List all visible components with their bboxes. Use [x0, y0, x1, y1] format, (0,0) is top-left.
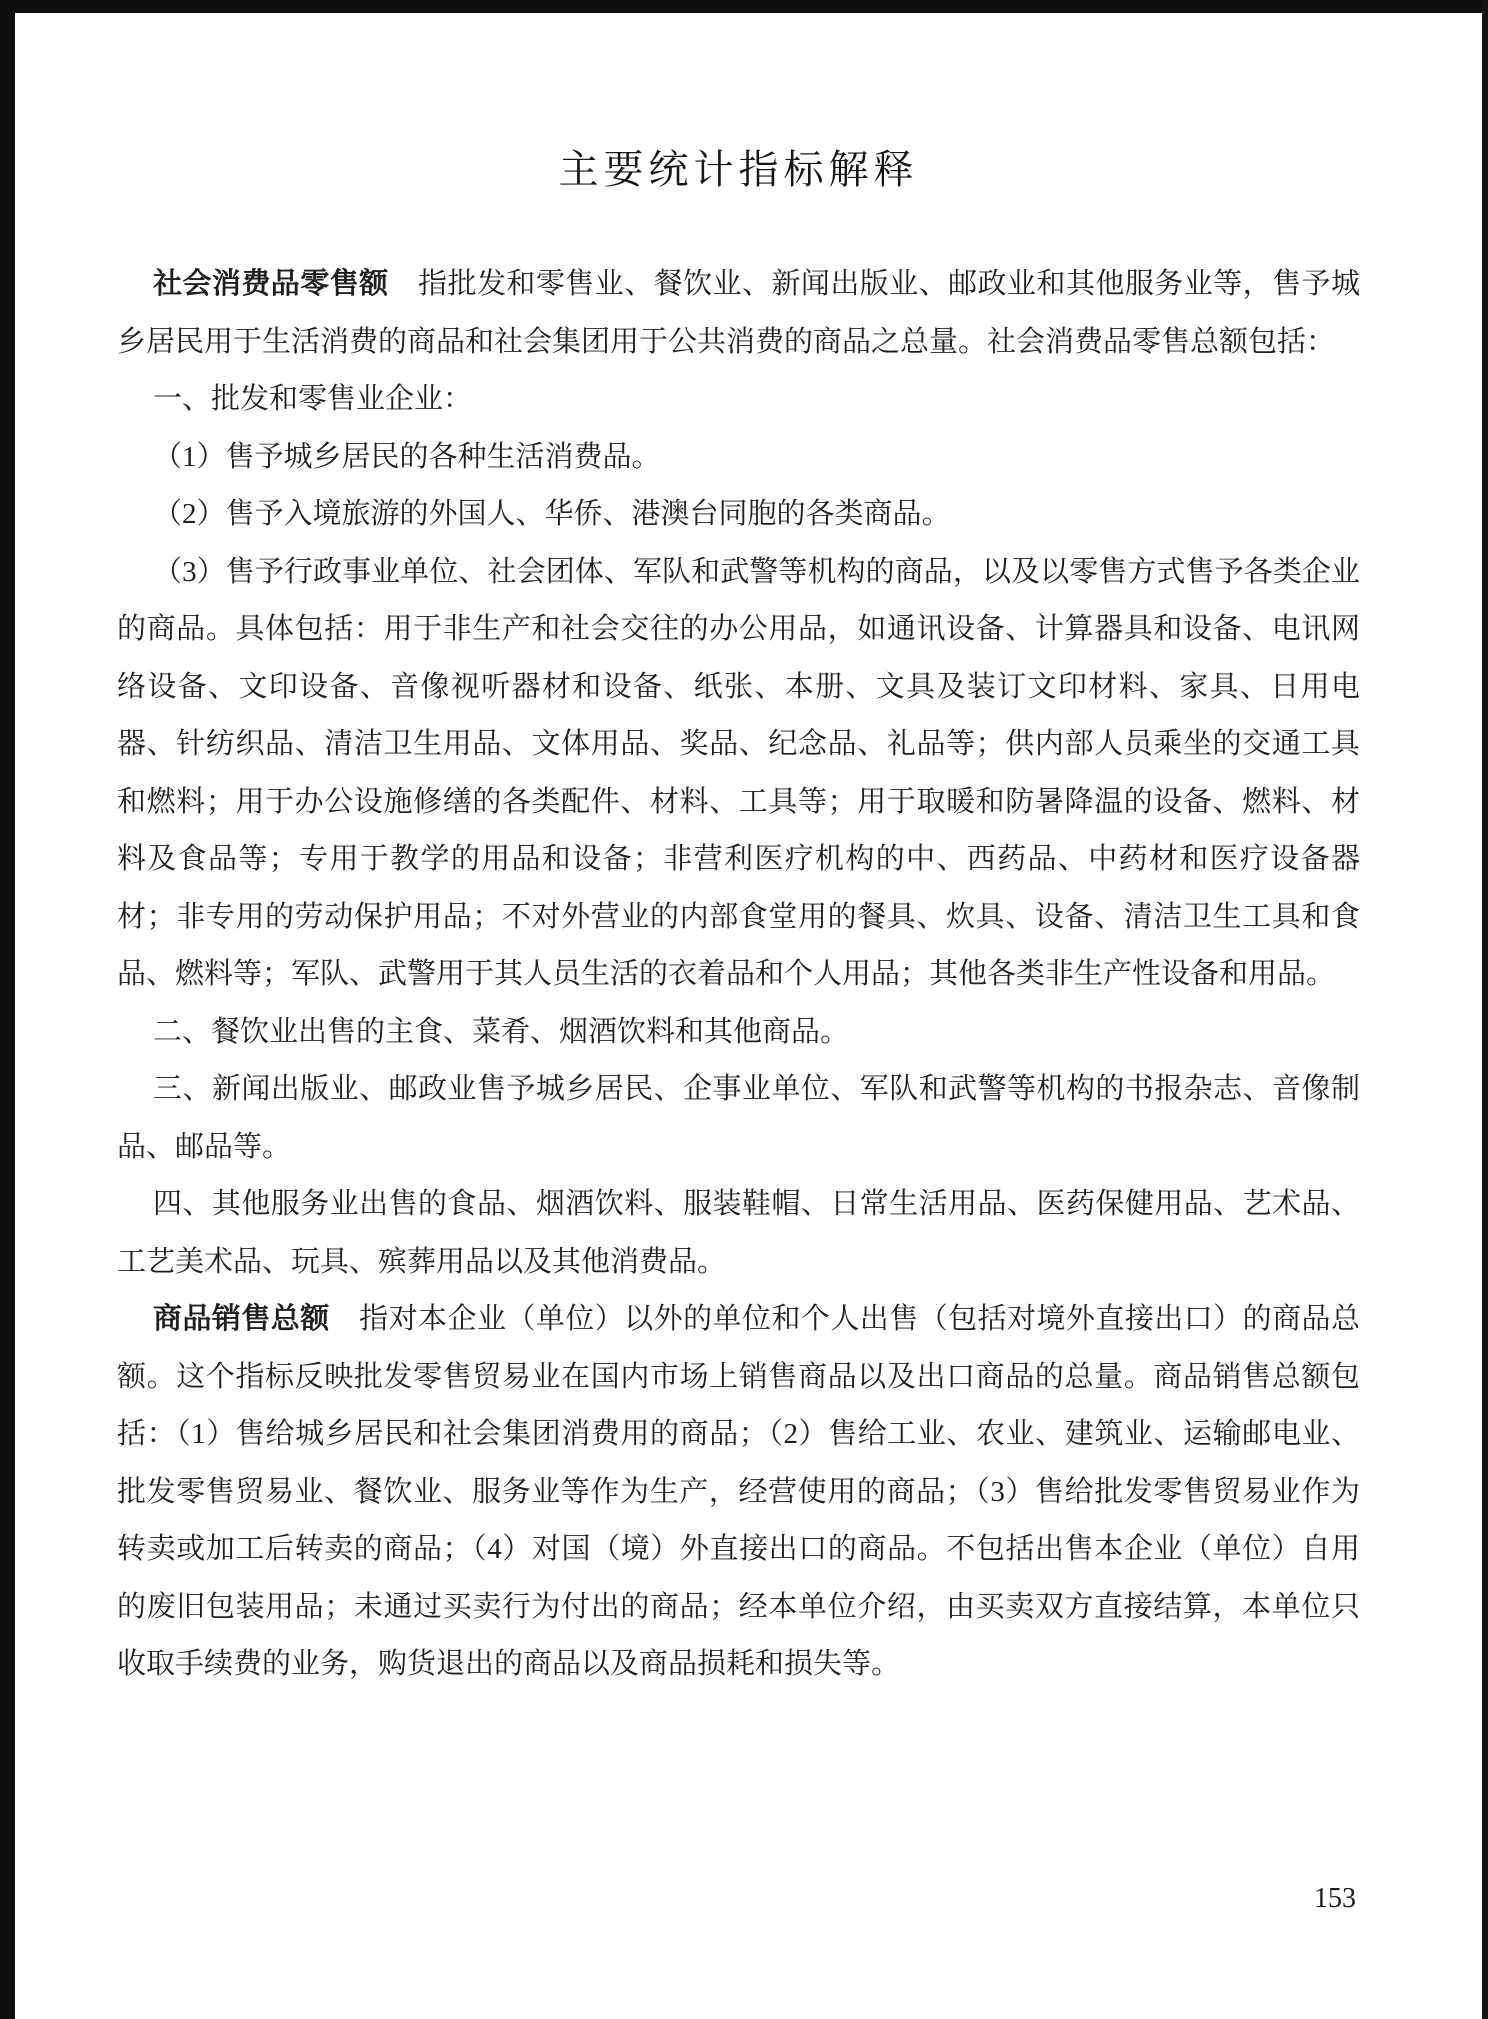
- paragraph-sub-item-1: [117, 429, 1360, 487]
- paragraph-text: （3）售予行政事业单位、社会团体、军队和武警等机构的商品，以及以零售方式售予各类企业的商品。具体包括：用于非生产和社会交往的办公用品，如通讯设备、计算器具和设备、电讯网络设备、文印设备、音像视听器材和设备、纸张、本册、文具及装订文印材料、家具、日用电器、针纺织品、清洁卫生用品、文体用品、奖品、纪念品、礼品等；供内部人员乘坐的交通工具和燃料；用于办公设施修缮的各类配件、材料、工具等；用于取暖和防暑降温的设备、燃料、材料及食品等；专用于教学的用品和设备；非营利医疗机构的中、西药品、中药材和医疗设备器材；非专用的劳动保护用品；不对外营业的内部食堂用的餐具、炊具、设备、清洁卫生工具和食品、燃料等；军队、武警用于其人员生活的衣着品和个人用品；其他各类非生产性设备和用品。: [117, 555, 1360, 990]
- paragraph-total-sales-definition: [117, 1291, 1360, 1694]
- paragraph-text: （2）售予入境旅游的外国人、华侨、港澳台同胞的各类商品。: [153, 498, 951, 530]
- paragraph-item-two: [117, 1004, 1360, 1062]
- paragraph-sub-item-2: [117, 486, 1360, 544]
- page-title: 主要统计指标解释: [558, 147, 919, 192]
- paragraph-sub-item-3: [117, 544, 1360, 1004]
- paragraph-text: 一、批发和零售业企业：: [153, 383, 473, 415]
- term-lead: 商品销售总额: [153, 1303, 330, 1335]
- paragraph-item-three: [117, 1061, 1360, 1176]
- paragraph-item-four: [117, 1176, 1360, 1291]
- paragraph-text: （1）售予城乡居民的各种生活消费品。: [153, 440, 661, 473]
- paragraph-text: 四、其他服务业出售的食品、烟酒饮料、服装鞋帽、日常生活用品、医药保健用品、艺术品、工艺美术品、玩具、殡葬用品以及其他消费品。: [117, 1188, 1360, 1278]
- document-body: [117, 256, 1360, 1694]
- page-number: 153: [1314, 1883, 1356, 1914]
- term-lead: 社会消费品零售额: [153, 268, 389, 300]
- paragraph-item-one: [117, 371, 1360, 429]
- paragraph-text: 二、餐饮业出售的主食、菜肴、烟酒饮料和其他商品。: [153, 1015, 850, 1048]
- paragraph-text: 指批发和零售业、餐饮业、新闻出版业、邮政业和其他服务业等，售予城乡居民用于生活消费的商品和社会集团用于公共消费的商品之总量。社会消费品零售总额包括：: [117, 268, 1360, 358]
- paragraph-text: 指对本企业（单位）以外的单位和个人出售（包括对境外直接出口）的商品总额。这个指标反映批发零售贸易业在国内市场上销售商品以及出口商品的总量。商品销售总额包括：（1）售给城乡居民和社会集团消费用的商品；（2）售给工业、农业、建筑业、运输邮电业、批发零售贸易业、餐饮业、服务业等作为生产，经营使用的商品；（3）售给批发零售贸易业作为转卖或加工后转卖的商品；（4）对国（境）外直接出口的商品。不包括出售本企业（单位）自用的废旧包装用品；未通过买卖行为付出的商品；经本单位介绍，由买卖双方直接结算，本单位只收取手续费的业务，购货退出的商品以及商品损耗和损失等。: [117, 1303, 1360, 1680]
- paragraph-text: 三、新闻出版业、邮政业售予城乡居民、企事业单位、军队和武警等机构的书报杂志、音像制品、邮品等。: [117, 1073, 1360, 1163]
- paragraph-retail-sales-definition: [117, 256, 1360, 371]
